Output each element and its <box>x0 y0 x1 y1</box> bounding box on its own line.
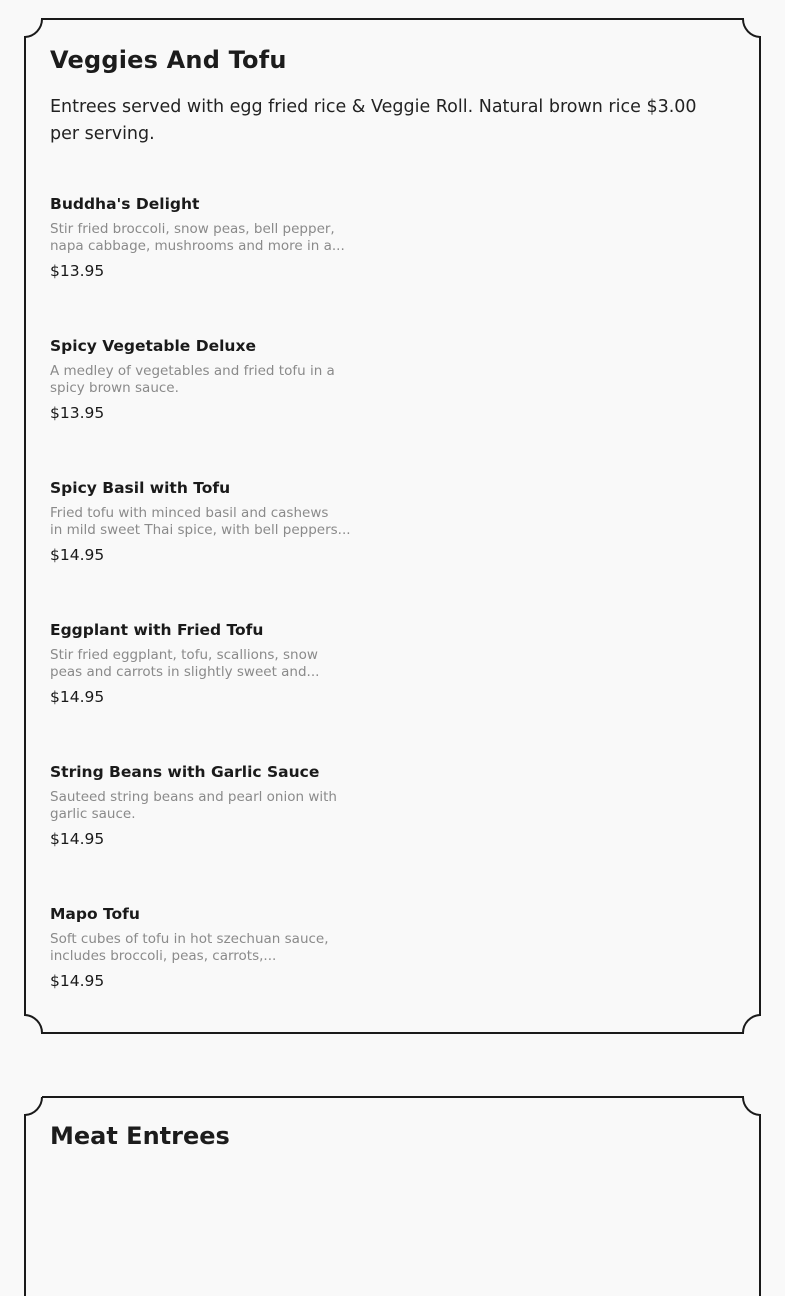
item-price: $14.95 <box>50 688 105 706</box>
menu-item[interactable] <box>50 478 360 565</box>
item-name: Spicy Vegetable Deluxe <box>50 337 256 355</box>
item-name: Eggplant with Fried Tofu <box>50 621 264 639</box>
menu-item[interactable] <box>50 336 360 423</box>
menu-item[interactable] <box>50 194 360 281</box>
menu-item[interactable] <box>50 762 360 849</box>
item-description <box>50 363 352 397</box>
section-title: Veggies And Tofu <box>50 46 287 74</box>
item-price: $14.95 <box>50 546 105 564</box>
item-description-line: spicy brown sauce. <box>50 380 179 396</box>
item-description-line: Soft cubes of tofu in hot szechuan sauce, <box>50 931 329 947</box>
item-description-line: Fried tofu with minced basil and cashews <box>50 505 329 521</box>
item-price: $14.95 <box>50 830 105 848</box>
item-description-line: in mild sweet Thai spice, with bell peppers... <box>50 522 351 538</box>
menu-section-card <box>24 18 761 1034</box>
item-description-line: includes broccoli, peas, carrots,... <box>50 948 277 964</box>
item-description-line: garlic sauce. <box>50 806 136 822</box>
item-description-line: Sauteed string beans and pearl onion with <box>50 789 337 805</box>
item-price: $13.95 <box>50 404 105 422</box>
item-description-line: peas and carrots in slightly sweet and... <box>50 664 320 680</box>
item-name: Mapo Tofu <box>50 905 140 923</box>
item-description <box>50 647 352 681</box>
item-description <box>50 221 352 255</box>
item-description <box>50 931 352 965</box>
menu-item[interactable] <box>50 904 360 991</box>
item-description <box>50 505 352 539</box>
item-price: $13.95 <box>50 262 105 280</box>
menu-section-card <box>24 1096 761 1296</box>
menu-item[interactable] <box>50 620 360 707</box>
item-description-line: A medley of vegetables and fried tofu in a <box>50 363 335 379</box>
item-name: String Beans with Garlic Sauce <box>50 763 320 781</box>
item-description-line: Stir fried eggplant, tofu, scallions, snow <box>50 647 318 663</box>
item-description-line: Stir fried broccoli, snow peas, bell pepper, <box>50 221 335 237</box>
item-name: Buddha's Delight <box>50 195 200 213</box>
section-description: Entrees served with egg fried rice & Veggie Roll. Natural brown rice $3.00 per serving. <box>50 97 697 144</box>
item-price: $14.95 <box>50 972 105 990</box>
item-description-line: napa cabbage, mushrooms and more in a... <box>50 238 345 254</box>
item-description <box>50 789 352 823</box>
item-name: Spicy Basil with Tofu <box>50 479 231 497</box>
section-title: Meat Entrees <box>50 1122 230 1150</box>
